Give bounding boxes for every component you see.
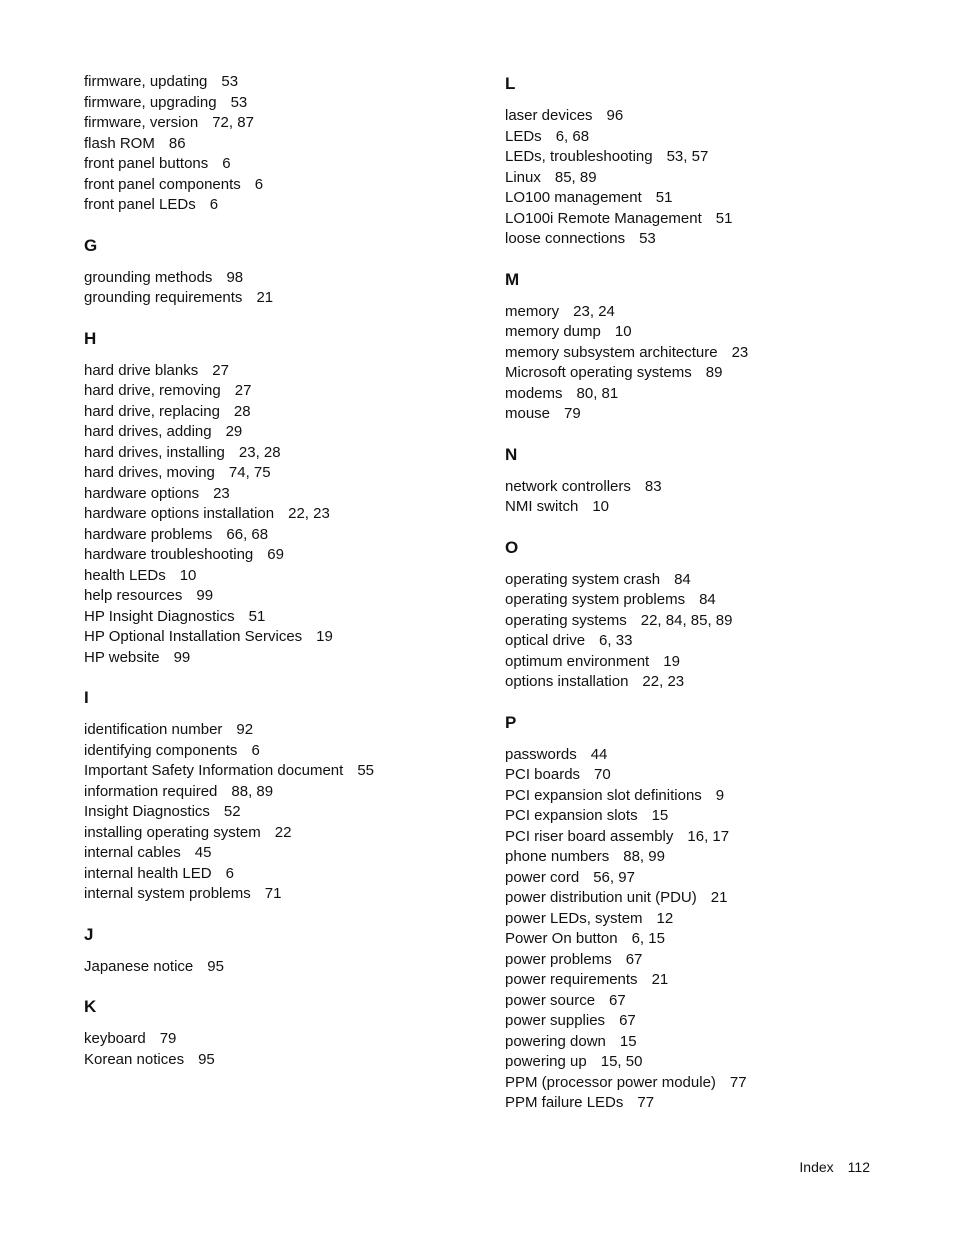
index-entry	[84, 422, 484, 443]
entry-page-link[interactable]: 6	[225, 864, 234, 882]
entry-term: front panel components	[84, 175, 241, 193]
entry-page-link[interactable]: 22	[274, 823, 292, 841]
section-letter: L	[505, 74, 516, 93]
index-entry	[84, 525, 484, 546]
entry-term: modems	[505, 384, 563, 402]
entry-term: power LEDs, system	[505, 909, 643, 927]
page-number: 112	[847, 1159, 870, 1175]
index-entry	[505, 847, 905, 868]
entry-term: internal health LED	[84, 864, 212, 882]
index-entry	[84, 627, 484, 648]
index-entry	[84, 957, 484, 978]
entry-term: power requirements	[505, 971, 638, 988]
index-entry	[84, 268, 484, 289]
index-entry	[505, 868, 905, 889]
entry-term: memory	[505, 302, 560, 320]
entry-page-link[interactable]: 66, 68	[226, 525, 269, 543]
index-entry	[84, 720, 484, 741]
index-entry	[505, 745, 905, 766]
entry-term: LEDs, troubleshooting	[505, 148, 653, 165]
entry-page-link[interactable]: 52	[223, 803, 241, 820]
entry-term: grounding methods	[84, 268, 213, 286]
entry-list	[84, 361, 484, 669]
entry-list	[505, 477, 905, 518]
index-entry	[505, 384, 905, 405]
entry-page-link[interactable]: 45	[194, 844, 212, 861]
entry-page-link[interactable]: 23, 28	[238, 443, 281, 461]
index-entry	[505, 631, 905, 652]
index-entry	[505, 147, 905, 168]
entry-page-link[interactable]: 55	[357, 762, 374, 779]
entry-page-link[interactable]: 99	[173, 648, 191, 666]
entry-page-link[interactable]: 23	[213, 484, 230, 502]
entry-page-link[interactable]: 74, 75	[228, 464, 271, 481]
entry-term: LO100 management	[505, 189, 642, 206]
entry-list	[505, 302, 905, 425]
entry-page-link[interactable]: 51	[655, 189, 673, 206]
index-section	[84, 329, 484, 669]
index-section	[505, 445, 905, 518]
entry-term: mouse	[505, 405, 551, 422]
entry-page-link[interactable]: 51	[248, 607, 266, 625]
entry-term: Microsoft operating systems	[505, 364, 692, 381]
index-entry	[84, 545, 484, 566]
entry-term: laser devices	[505, 107, 593, 124]
entry-term: hardware troubleshooting	[84, 546, 254, 563]
entry-term: flash ROM	[84, 134, 155, 152]
entry-page-link[interactable]: 22, 84, 85, 89	[640, 611, 733, 629]
entry-page-link[interactable]: 27	[234, 382, 252, 399]
entry-page-link[interactable]: 98	[226, 268, 244, 286]
entry-term: passwords	[505, 745, 577, 763]
entry-term: grounding requirements	[84, 289, 243, 306]
index-entry	[505, 497, 905, 518]
entry-list	[505, 745, 905, 1114]
index-entry	[505, 929, 905, 950]
entry-page-link[interactable]: 70	[594, 766, 611, 783]
entry-term: Important Safety Information document	[84, 762, 344, 779]
entry-page-link[interactable]: 96	[606, 107, 624, 124]
entry-page-link[interactable]: 15, 50	[600, 1053, 643, 1070]
entry-page-link[interactable]: 15	[619, 1032, 637, 1050]
entry-page-link[interactable]: 69	[267, 546, 284, 563]
index-entry	[84, 484, 484, 505]
index-entry	[505, 168, 905, 189]
entry-term: Power On button	[505, 930, 618, 947]
entry-page-link[interactable]: 22, 23	[642, 673, 685, 690]
entry-term: front panel LEDs	[84, 196, 196, 213]
entry-page-link[interactable]: 88, 99	[623, 848, 665, 865]
index-entry	[505, 1052, 905, 1073]
index-entry	[84, 288, 484, 309]
entry-term: internal cables	[84, 844, 181, 861]
index-entry	[84, 381, 484, 402]
index-entry	[84, 741, 484, 762]
entry-list	[505, 570, 905, 693]
entry-term: PPM (processor power module)	[505, 1073, 716, 1091]
index-entry	[505, 302, 905, 323]
index-entry	[505, 106, 905, 127]
entry-term: memory dump	[505, 323, 601, 340]
entry-list	[84, 268, 484, 309]
entry-term: health LEDs	[84, 566, 166, 584]
index-entry	[505, 827, 905, 848]
entry-term: PCI boards	[505, 766, 581, 783]
entry-page-link[interactable]: 56, 97	[593, 868, 635, 886]
index-entry	[84, 93, 484, 114]
index-entry	[505, 672, 905, 693]
entry-page-link[interactable]: 79	[159, 1030, 177, 1047]
entry-page-link[interactable]: 67	[625, 950, 643, 968]
entry-page-link[interactable]: 79	[564, 405, 581, 422]
entry-page-link[interactable]: 83	[644, 477, 662, 495]
entry-list	[84, 72, 484, 216]
index-section	[505, 74, 905, 250]
entry-term: front panel buttons	[84, 155, 209, 172]
entry-page-link[interactable]: 21	[651, 971, 669, 988]
entry-page-link[interactable]: 84	[674, 570, 691, 588]
entry-page-link[interactable]: 6	[254, 175, 264, 193]
entry-term: power source	[505, 991, 596, 1009]
entry-page-link[interactable]: 23	[731, 343, 749, 361]
section-letter: N	[505, 444, 518, 464]
entry-page-link[interactable]: 51	[715, 209, 733, 227]
entry-term: power problems	[505, 950, 612, 968]
entry-page-link[interactable]: 21	[256, 289, 274, 306]
section-letter: J	[84, 924, 94, 944]
index-entry	[505, 477, 905, 498]
index-entry	[505, 229, 905, 250]
entry-page-link[interactable]: 12	[656, 909, 674, 927]
entry-page-link[interactable]: 23, 24	[573, 302, 615, 320]
index-entry	[505, 991, 905, 1012]
entry-term: information required	[84, 782, 218, 800]
entry-term: firmware, version	[84, 114, 199, 131]
entry-term: options installation	[505, 673, 629, 690]
entry-page-link[interactable]: 53, 57	[666, 148, 709, 165]
index-entry	[84, 864, 484, 885]
index-entry	[505, 343, 905, 364]
entry-page-link[interactable]: 28	[233, 402, 251, 420]
entry-term: phone numbers	[505, 848, 610, 865]
page-footer	[799, 1158, 870, 1176]
entry-page-link[interactable]: 86	[168, 134, 186, 152]
index-section	[84, 236, 484, 309]
index-column-right	[505, 74, 905, 1114]
section-letter: I	[84, 688, 89, 707]
index-entry	[505, 970, 905, 991]
index-entry	[505, 786, 905, 807]
entry-page-link[interactable]: 72, 87	[212, 114, 254, 131]
entry-term: HP Optional Installation Services	[84, 628, 303, 645]
entry-list	[84, 1029, 484, 1070]
section-letter: H	[84, 328, 97, 348]
entry-term: installing operating system	[84, 823, 261, 841]
entry-term: hard drive, replacing	[84, 402, 220, 420]
index-entry	[84, 361, 484, 382]
index-entry	[84, 607, 484, 628]
entry-term: network controllers	[505, 477, 631, 495]
entry-page-link[interactable]: 6, 68	[555, 127, 590, 145]
index-entry	[84, 113, 484, 134]
entry-term: loose connections	[505, 230, 626, 247]
index-entry	[505, 322, 905, 343]
index-section	[505, 538, 905, 693]
entry-page-link[interactable]: 10	[179, 566, 197, 584]
entry-term: hard drive blanks	[84, 361, 199, 379]
section-letter: O	[505, 537, 519, 557]
section-letter: M	[505, 269, 520, 289]
entry-page-link[interactable]: 19	[316, 628, 333, 645]
entry-page-link[interactable]: 27	[212, 361, 229, 379]
index-entry	[84, 402, 484, 423]
entry-page-link[interactable]: 67	[619, 1012, 636, 1029]
index-entry	[84, 802, 484, 823]
index-entry	[84, 443, 484, 464]
index-entry	[84, 586, 484, 607]
entry-term: PCI expansion slot definitions	[505, 786, 702, 804]
entry-page-link[interactable]: 9	[715, 786, 725, 804]
section-letter: K	[84, 997, 97, 1016]
section-letter: P	[505, 712, 517, 732]
entry-page-link[interactable]: 89	[705, 364, 723, 381]
index-entry	[84, 1050, 484, 1071]
index-section	[505, 270, 905, 425]
index-entry	[505, 611, 905, 632]
entry-term: hardware options installation	[84, 505, 275, 522]
entry-term: operating systems	[505, 611, 627, 629]
index-entry	[84, 463, 484, 484]
entry-page-link[interactable]: 21	[710, 889, 728, 906]
entry-term: power distribution unit (PDU)	[505, 889, 697, 906]
index-section	[84, 925, 484, 978]
entry-list	[84, 720, 484, 905]
index-section	[84, 688, 484, 905]
entry-page-link[interactable]: 6	[251, 741, 260, 759]
index-entry	[505, 888, 905, 909]
entry-term: Japanese notice	[84, 957, 194, 975]
index-entry	[84, 884, 484, 905]
entry-term: NMI switch	[505, 498, 579, 515]
entry-term: hard drive, removing	[84, 382, 221, 399]
entry-term: PPM failure LEDs	[505, 1094, 624, 1111]
entry-page-link[interactable]: 80, 81	[576, 384, 619, 402]
entry-term: memory subsystem architecture	[505, 343, 718, 361]
entry-page-link[interactable]: 67	[609, 991, 626, 1009]
entry-page-link[interactable]: 53	[230, 93, 248, 111]
entry-page-link[interactable]: 92	[236, 721, 254, 738]
entry-term: operating system crash	[505, 570, 661, 588]
entry-list	[84, 957, 484, 978]
entry-term: operating system problems	[505, 591, 686, 608]
entry-page-link[interactable]: 95	[207, 957, 224, 975]
index-section	[84, 72, 484, 216]
entry-page-link[interactable]: 19	[663, 652, 680, 670]
entry-term: hard drives, moving	[84, 464, 215, 481]
index-entry	[84, 175, 484, 196]
entry-term: optical drive	[505, 632, 586, 649]
index-entry	[505, 590, 905, 611]
index-column-left	[84, 72, 484, 1070]
entry-term: Linux	[505, 168, 541, 186]
index-entry	[84, 648, 484, 669]
index-entry	[505, 950, 905, 971]
entry-term: hardware options	[84, 484, 200, 502]
index-entry	[505, 209, 905, 230]
index-entry	[505, 404, 905, 425]
entry-page-link[interactable]: 77	[637, 1094, 655, 1111]
index-section	[84, 997, 484, 1070]
entry-term: firmware, upgrading	[84, 93, 217, 111]
entry-term: help resources	[84, 587, 183, 604]
index-entry	[505, 765, 905, 786]
entry-list	[505, 106, 905, 250]
index-entry	[84, 195, 484, 216]
entry-term: keyboard	[84, 1030, 146, 1047]
index-entry	[84, 1029, 484, 1050]
index-entry	[505, 127, 905, 148]
index-entry	[84, 782, 484, 803]
entry-term: PCI expansion slots	[505, 807, 638, 824]
entry-page-link[interactable]: 29	[225, 423, 243, 440]
entry-term: Insight Diagnostics	[84, 803, 210, 820]
index-entry	[84, 134, 484, 155]
entry-term: power supplies	[505, 1012, 606, 1029]
entry-page-link[interactable]: 85, 89	[554, 168, 597, 186]
entry-page-link[interactable]: 10	[614, 323, 632, 340]
entry-page-link[interactable]: 99	[196, 587, 214, 604]
entry-term: power cord	[505, 868, 580, 886]
entry-page-link[interactable]: 22, 23	[288, 505, 330, 522]
entry-page-link[interactable]: 88, 89	[231, 782, 274, 800]
entry-page-link[interactable]: 84	[699, 591, 716, 608]
entry-page-link[interactable]: 16, 17	[687, 827, 730, 845]
index-entry	[84, 72, 484, 93]
entry-term: hard drives, adding	[84, 423, 212, 440]
entry-term: powering up	[505, 1053, 587, 1070]
entry-term: identification number	[84, 721, 223, 738]
entry-term: LEDs	[505, 127, 542, 145]
index-entry	[84, 843, 484, 864]
entry-term: Korean notices	[84, 1050, 185, 1068]
entry-page-link[interactable]: 6	[222, 155, 231, 172]
index-entry	[505, 1093, 905, 1114]
entry-page-link[interactable]: 15	[651, 807, 669, 824]
index-entry	[505, 806, 905, 827]
index-entry	[505, 188, 905, 209]
index-entry	[84, 566, 484, 587]
entry-term: LO100i Remote Management	[505, 209, 702, 227]
entry-page-link[interactable]: 6, 33	[599, 632, 633, 649]
entry-term: HP Insight Diagnostics	[84, 607, 235, 625]
entry-page-link[interactable]: 53	[221, 73, 239, 90]
index-entry	[505, 1032, 905, 1053]
index-entry	[505, 1011, 905, 1032]
index-entry	[84, 761, 484, 782]
index-section	[505, 713, 905, 1114]
section-letter: G	[84, 235, 98, 255]
entry-page-link[interactable]: 6, 15	[631, 930, 665, 947]
entry-term: internal system problems	[84, 885, 251, 902]
index-entry	[505, 909, 905, 930]
index-entry	[505, 1073, 905, 1094]
entry-page-link[interactable]: 6	[209, 196, 219, 213]
entry-page-link[interactable]: 10	[592, 498, 610, 515]
footer-label: Index	[799, 1159, 834, 1175]
entry-term: optimum environment	[505, 652, 650, 670]
index-entry	[505, 363, 905, 384]
index-entry	[84, 504, 484, 525]
entry-term: HP website	[84, 648, 160, 666]
index-entry	[505, 652, 905, 673]
index-entry	[505, 570, 905, 591]
entry-page-link[interactable]: 44	[590, 745, 608, 763]
entry-page-link[interactable]: 77	[729, 1073, 747, 1091]
index-entry	[84, 154, 484, 175]
entry-term: PCI riser board assembly	[505, 827, 674, 845]
entry-page-link[interactable]: 71	[264, 885, 282, 902]
entry-page-link[interactable]: 95	[198, 1050, 215, 1068]
entry-term: hard drives, installing	[84, 443, 225, 461]
entry-term: identifying components	[84, 741, 238, 759]
entry-term: firmware, updating	[84, 73, 208, 90]
index-entry	[84, 823, 484, 844]
entry-term: hardware problems	[84, 525, 213, 543]
entry-page-link[interactable]: 53	[639, 230, 656, 247]
entry-term: powering down	[505, 1032, 606, 1050]
